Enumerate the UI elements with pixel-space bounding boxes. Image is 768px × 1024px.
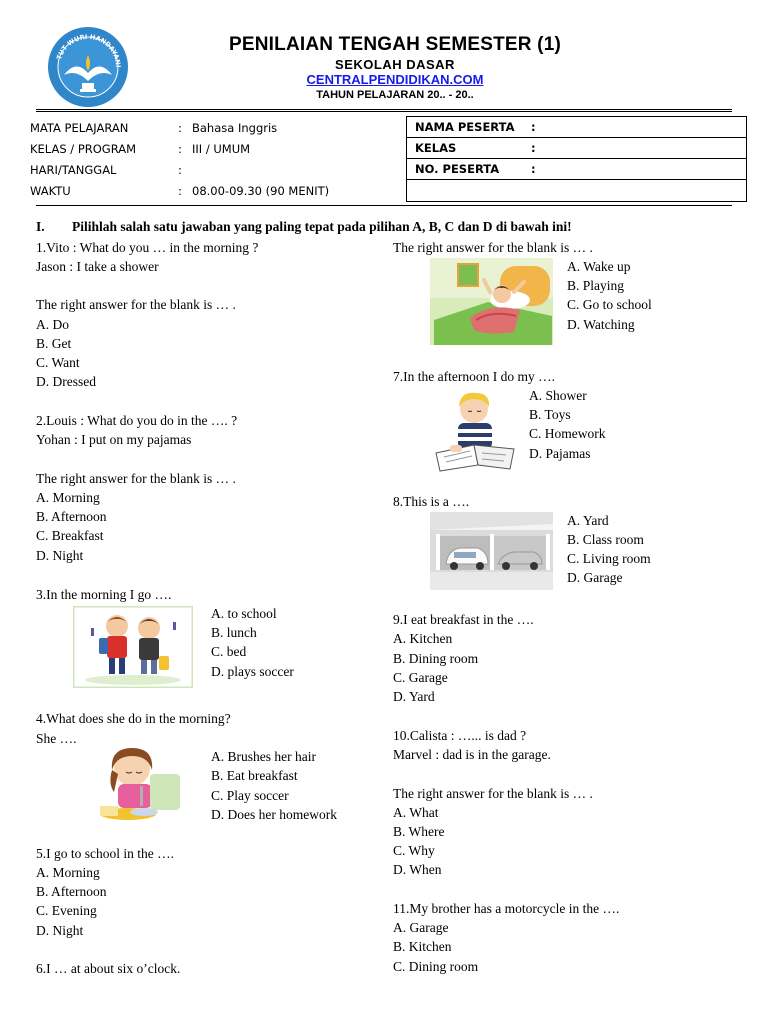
school-level: SEKOLAH DASAR (335, 57, 455, 72)
tut-wuri-handayani-logo (46, 25, 130, 109)
instruction-text: Pilihlah salah satu jawaban yang paling tepat pada pilihan A, B, C dan D di bawah ini! (72, 219, 572, 234)
question-prompt: The right answer for the blank is … . (393, 786, 593, 801)
question-2-line-2: Yohan : I put on my pajamas (36, 432, 192, 447)
question-4: 4.What does she do in the morning? (36, 711, 231, 726)
participant-label: NO. PESERTA (415, 162, 500, 176)
option-b[interactable]: B. Kitchen (393, 939, 452, 954)
option-d[interactable]: D. Night (36, 923, 84, 938)
section-instruction (36, 219, 736, 235)
participant-box (406, 116, 747, 202)
info-label-date: HARI/TANGGAL (30, 163, 117, 177)
option-c[interactable]: C. Dining room (393, 959, 479, 974)
option-b[interactable]: B. Eat breakfast (211, 768, 298, 783)
option-d[interactable]: D. Pajamas (529, 446, 591, 461)
participant-row-number[interactable] (407, 159, 746, 180)
option-b[interactable]: B. Afternoon (36, 509, 107, 524)
info-value-subject: Bahasa Inggris (192, 121, 278, 135)
option-b[interactable]: B. Class room (567, 532, 644, 547)
page-title: PENILAIAN TENGAH SEMESTER (1) (229, 34, 561, 55)
option-a[interactable]: A. Morning (36, 865, 100, 880)
participant-row-class[interactable] (407, 138, 746, 159)
question-6: 6.I … at about six o’clock. (36, 961, 181, 976)
option-a[interactable]: A. Do (36, 317, 69, 332)
question-1-line-2: Jason : I take a shower (36, 259, 159, 274)
option-a[interactable]: A. Yard (567, 513, 609, 528)
question-1: 1.Vito : What do you … in the morning ? (36, 240, 259, 255)
info-label-time: WAKTU (30, 184, 71, 198)
info-colon: : (178, 184, 182, 198)
question-4-line-2: She …. (36, 731, 77, 746)
question-10: 10.Calista : …... is dad ? (393, 728, 527, 743)
participant-row-name[interactable] (407, 117, 746, 138)
option-a[interactable]: A. Morning (36, 490, 100, 505)
option-c[interactable]: C. Play soccer (211, 788, 289, 803)
option-d[interactable]: D. Garage (567, 570, 623, 585)
option-b[interactable]: B. lunch (211, 625, 257, 640)
option-d[interactable]: D. Yard (393, 689, 435, 704)
boy-doing-homework-image (430, 387, 520, 473)
question-prompt: The right answer for the blank is … . (36, 471, 236, 486)
option-a[interactable]: A. Garage (393, 920, 449, 935)
question-2: 2.Louis : What do you do in the …. ? (36, 413, 238, 428)
option-a[interactable]: A. What (393, 805, 439, 820)
info-colon: : (178, 121, 182, 135)
option-c[interactable]: C. Breakfast (36, 528, 104, 543)
info-label-class: KELAS / PROGRAM (30, 142, 137, 156)
info-value-class: III / UMUM (192, 142, 251, 156)
option-b[interactable]: B. Afternoon (36, 884, 107, 899)
question-prompt: The right answer for the blank is … . (36, 297, 236, 312)
info-colon: : (178, 163, 182, 177)
option-c[interactable]: C. Homework (529, 426, 606, 441)
option-b[interactable]: B. Dining room (393, 651, 479, 666)
svg-text:TUT WURI HANDAYANI: TUT WURI HANDAYANI (55, 32, 123, 68)
question-7: 7.In the afternoon I do my …. (393, 369, 555, 384)
option-d[interactable]: D. Does her homework (211, 807, 337, 822)
question-3: 3.In the morning I go …. (36, 587, 172, 602)
option-b[interactable]: B. Playing (567, 278, 625, 293)
option-c[interactable]: C. Want (36, 355, 80, 370)
option-c[interactable]: C. Garage (393, 670, 448, 685)
participant-label: KELAS (415, 141, 457, 155)
question-9: 9.I eat breakfast in the …. (393, 612, 534, 627)
section-number: I. (36, 219, 45, 234)
info-label-subject: MATA PELAJARAN (30, 121, 129, 135)
question-10-line-2: Marvel : dad is in the garage. (393, 747, 551, 762)
info-divider (36, 205, 732, 206)
info-value-time: 08.00-09.30 (90 MENIT) (192, 184, 330, 198)
participant-colon: : (531, 120, 536, 134)
option-c[interactable]: C. Why (393, 843, 435, 858)
option-a[interactable]: A. to school (211, 606, 277, 621)
option-b[interactable]: B. Where (393, 824, 445, 839)
option-d[interactable]: D. When (393, 862, 442, 877)
option-d[interactable]: D. Watching (567, 317, 635, 332)
option-c[interactable]: C. bed (211, 644, 247, 659)
option-c[interactable]: C. Living room (567, 551, 651, 566)
header-divider-1 (36, 109, 732, 110)
header-divider-2 (36, 111, 732, 112)
children-going-to-school-image (73, 606, 193, 688)
academic-year: TAHUN PELAJARAN 20.. - 20.. (316, 89, 474, 101)
participant-colon: : (531, 141, 536, 155)
option-a[interactable]: A. Shower (529, 388, 587, 403)
question-5: 5.I go to school in the …. (36, 846, 174, 861)
participant-colon: : (531, 162, 536, 176)
option-a[interactable]: A. Kitchen (393, 631, 453, 646)
participant-row-empty (407, 180, 746, 200)
option-a[interactable]: A. Brushes her hair (211, 749, 316, 764)
website-link[interactable]: CENTRALPENDIDIKAN.COM (306, 72, 484, 87)
option-b[interactable]: B. Get (36, 336, 72, 351)
participant-label: NAMA PESERTA (415, 120, 515, 134)
question-11: 11.My brother has a motorcycle in the …. (393, 901, 620, 916)
boy-waking-up-in-bed-image (430, 258, 553, 345)
option-c[interactable]: C. Go to school (567, 297, 652, 312)
girl-eating-breakfast-image (92, 744, 202, 826)
option-d[interactable]: D. Night (36, 548, 84, 563)
option-d[interactable]: D. plays soccer (211, 664, 294, 679)
option-d[interactable]: D. Dressed (36, 374, 96, 389)
info-colon: : (178, 142, 182, 156)
question-prompt: The right answer for the blank is … . (393, 240, 593, 255)
option-a[interactable]: A. Wake up (567, 259, 631, 274)
option-c[interactable]: C. Evening (36, 903, 97, 918)
option-b[interactable]: B. Toys (529, 407, 571, 422)
question-8: 8.This is a …. (393, 494, 470, 509)
garage-with-cars-image (430, 512, 553, 590)
